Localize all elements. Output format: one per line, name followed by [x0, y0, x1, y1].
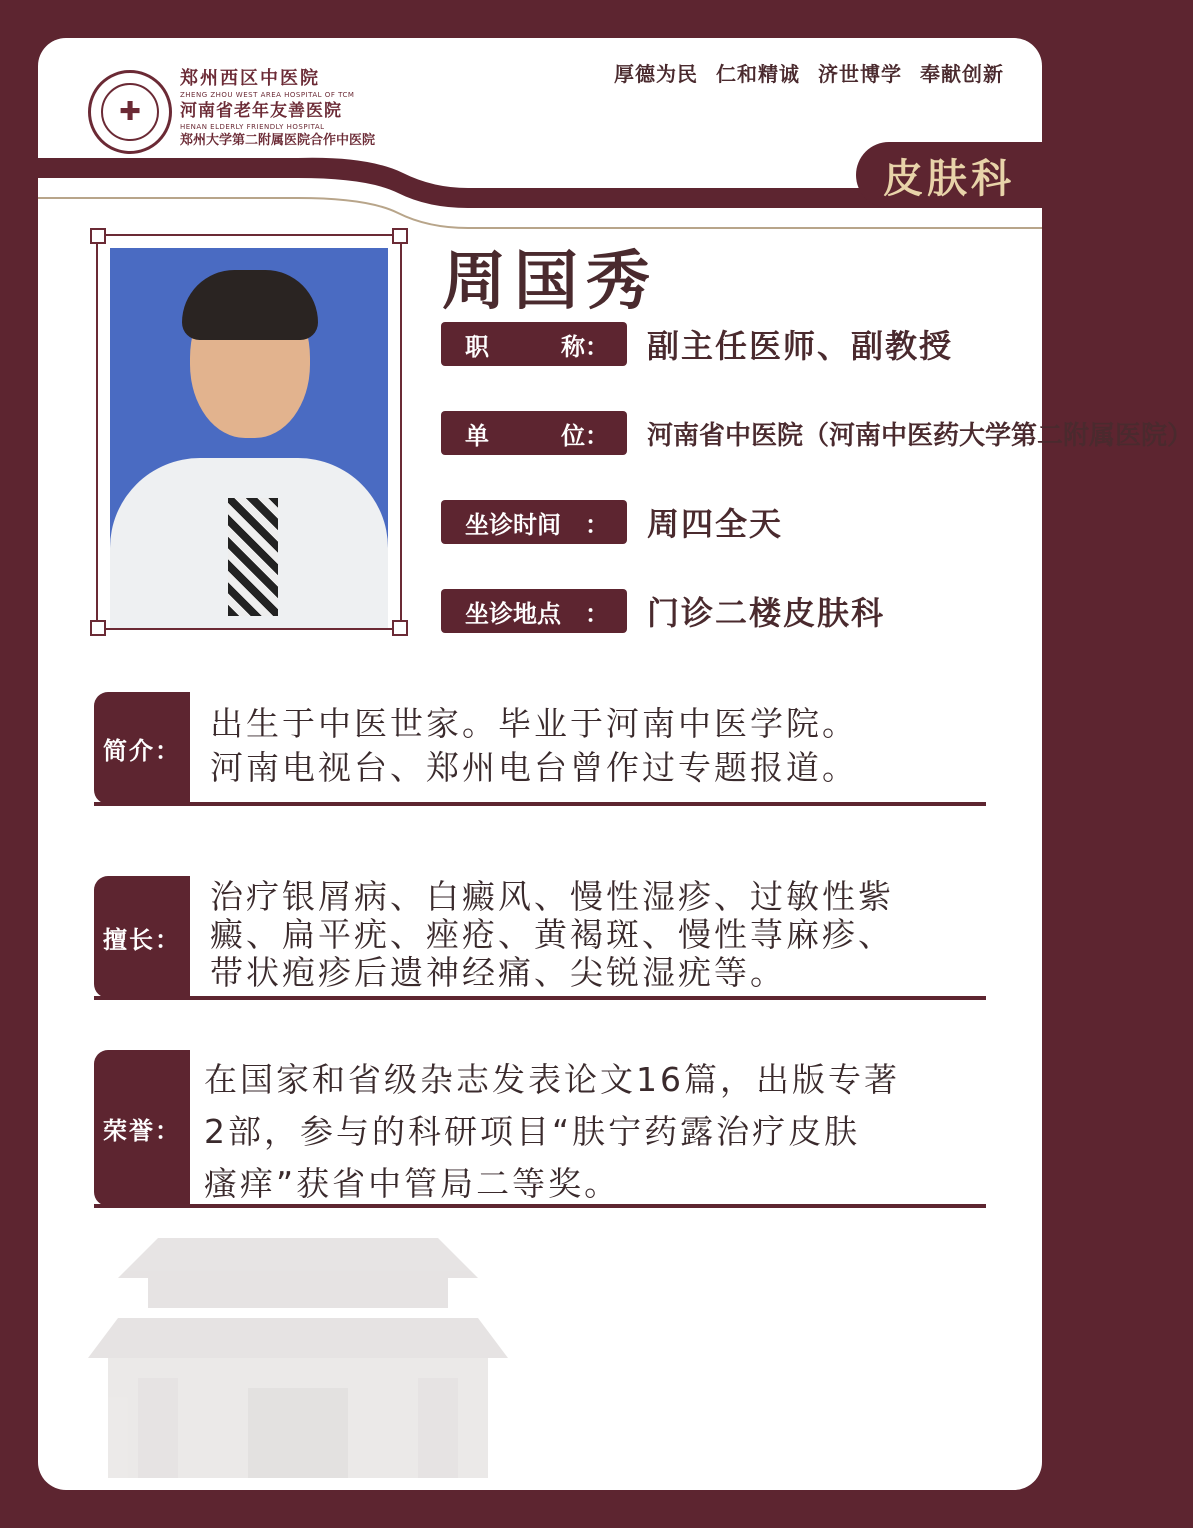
field-value: 门诊二楼皮肤科 [647, 594, 886, 632]
hospital-name-block [180, 68, 375, 150]
motto-item: 仁和精诚 [716, 62, 800, 86]
field-label-b: ： [585, 599, 609, 628]
text-line: 在国家和省级杂志发表论文16篇，出版专著 [204, 1060, 900, 1099]
field-value: 周四全天 [647, 505, 784, 543]
text-line: 带状疱疹后遗神经痛、尖锐湿疣等。 [210, 953, 786, 992]
section-text [210, 702, 858, 790]
field-label [441, 322, 627, 366]
partner-cn: 郑州大学第二附属医院合作中医院 [180, 133, 376, 148]
text-line: 出生于中医世家。毕业于河南中医学院。 [210, 704, 858, 743]
field-value: 副主任医师、副教授 [647, 327, 954, 365]
section-specialty [94, 876, 986, 1002]
field-label-a: 坐诊时间 [465, 510, 561, 539]
text-line: 治疗银屑病、白癜风、慢性湿疹、过敏性紫 [210, 877, 894, 916]
doctor-photo-frame [96, 234, 402, 630]
field-label-a: 单 [465, 421, 489, 450]
field-title [441, 322, 953, 366]
section-text [204, 1054, 900, 1210]
profile-card [38, 38, 1193, 1490]
section-intro [94, 692, 986, 808]
field-label-b: 称： [561, 332, 609, 361]
doctor-name: 周国秀 [442, 245, 658, 319]
section-divider [94, 996, 986, 1000]
hospital-name-en: ZHENG ZHOU WEST AREA HOSPITAL OF TCM [180, 91, 355, 99]
field-label [441, 589, 627, 633]
field-label-b: ： [585, 510, 609, 539]
section-honors [94, 1050, 986, 1210]
field-label [441, 411, 627, 455]
field-label-a: 职 [465, 332, 489, 361]
motto-item: 济世博学 [818, 62, 902, 86]
motto-item: 奉献创新 [920, 62, 1004, 86]
hospital-alt-cn: 河南省老年友善医院 [180, 101, 342, 121]
hospital-name-cn: 郑州西区中医院 [180, 68, 320, 89]
field-label-a: 坐诊地点 [465, 599, 561, 628]
hospital-alt-en: HENAN ELDERLY FRIENDLY HOSPITAL [180, 123, 325, 131]
motto [614, 58, 1004, 87]
hospital-logo [88, 70, 172, 154]
department-badge: 皮肤科 [856, 142, 1042, 208]
section-divider [94, 802, 986, 806]
section-text [210, 878, 894, 992]
building-watermark [78, 1198, 518, 1478]
text-line: 瘙痒”获省中管局二等奖。 [204, 1164, 621, 1203]
text-line: 癜、扁平疣、痤疮、黄褐斑、慢性荨麻疹、 [210, 915, 894, 954]
field-value: 河南省中医院（河南中医药大学第二附属医院） [647, 420, 1193, 451]
medical-cross-icon: ✚ [101, 83, 159, 141]
text-line: 河南电视台、郑州电台曾作过专题报道。 [210, 748, 858, 787]
motto-item: 厚德为民 [614, 62, 698, 86]
doctor-photo [110, 248, 388, 616]
section-label: 擅长： [94, 876, 190, 998]
field-unit [441, 411, 1193, 455]
field-label [441, 500, 627, 544]
text-line: 2部，参与的科研项目“肤宁药露治疗皮肤 [204, 1112, 861, 1151]
section-label: 简介： [94, 692, 190, 804]
field-clinic-location [441, 589, 885, 633]
field-label-b: 位： [561, 421, 609, 450]
section-label: 荣誉： [94, 1050, 190, 1206]
field-clinic-time [441, 500, 783, 544]
